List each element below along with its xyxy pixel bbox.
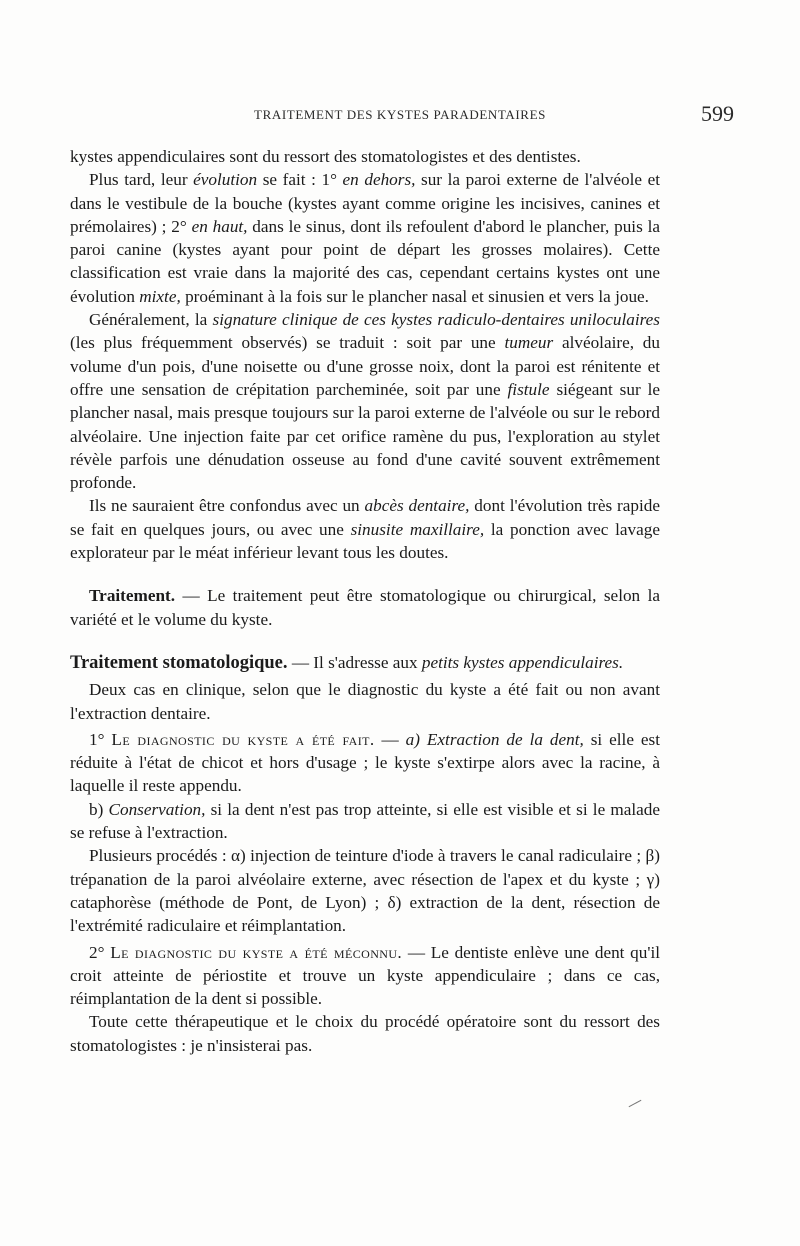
paragraph-traitement bbox=[70, 584, 660, 631]
text-span: b) bbox=[89, 799, 109, 819]
text-span: si elle est réduite à l'état de chicot et hors d'usage ; le kyste s'extirpe alors avec la racine, à laquelle il reste appendu. bbox=[70, 729, 660, 796]
paragraph-traitement-stomatologique bbox=[70, 651, 660, 675]
smallcaps-heading: Le diagnostic du kyste a été méconnu. bbox=[110, 942, 403, 962]
page-number: 599 bbox=[701, 101, 734, 126]
paragraph-procedes bbox=[70, 844, 660, 937]
paragraph-diagnostic-differentiel bbox=[70, 494, 660, 564]
text-span: — Le dentiste enlève une dent qu'il croit atteinte de périostite et trouve un kyste appendiculaire ; dans ce cas, réimplantation de la dent si possible. bbox=[70, 942, 660, 1009]
running-title: TRAITEMENT DES KYSTES PARADENTAIRES bbox=[254, 107, 546, 122]
italic-term: en dehors, bbox=[342, 170, 416, 190]
italic-term: sinusite maxillaire, bbox=[350, 519, 485, 539]
paragraph-text: Toute cette thérapeutique et le choix du procédé opératoire sont du ressort des stomatologistes : je n'insisterai pas. bbox=[70, 1012, 660, 1055]
text-span: sur la paroi externe de l'alvéole et dans le vestibule de la bouche (kystes ayant comme origine les incisives, canines et prémolaires) ; 2° bbox=[70, 170, 660, 236]
text-span: — Le traitement peut être stomatologique ou chirurgical, selon la variété et le volume du kyste. bbox=[70, 586, 660, 629]
text-span: proéminant à la fois sur le plancher nasal et sinusien et vers la joue. bbox=[180, 286, 649, 306]
paragraph-conclusion bbox=[70, 1010, 660, 1057]
paragraph-text: Deux cas en clinique, selon que le diagnostic du kyste a été fait ou non avant l'extraction dentaire. bbox=[70, 680, 660, 723]
italic-term: abcès dentaire, bbox=[364, 496, 470, 516]
italic-term: fistule bbox=[507, 379, 550, 399]
text-span: alvéolaire, du volume d'un pois, d'une noisette ou d'une grosse noix, dont la paroi est rénitente et offre une sensation de crépitation parcheminée, soit par une bbox=[70, 333, 660, 399]
paragraph-signature-clinique bbox=[70, 308, 660, 494]
paragraph-diagnostic-fait bbox=[70, 728, 660, 798]
paragraph-evolution bbox=[70, 168, 660, 308]
section-heading-traitement: Traitement. bbox=[89, 586, 176, 606]
paragraph-text: kystes appendiculaires sont du ressort des stomatologistes et des dentistes. bbox=[70, 147, 581, 166]
body-text bbox=[70, 145, 660, 1057]
text-span: Plus tard, leur bbox=[89, 170, 194, 190]
text-span: 1° bbox=[89, 729, 112, 749]
stray-pen-mark bbox=[629, 1100, 642, 1107]
section-heading-stomatologique: Traitement stomatologique. bbox=[70, 652, 288, 673]
text-span: se fait : 1° bbox=[257, 170, 343, 190]
italic-term: tumeur bbox=[504, 333, 554, 353]
italic-term: en haut, bbox=[191, 216, 248, 236]
text-span: 2° bbox=[89, 942, 111, 962]
text-span: dans le sinus, dont ils refoulent d'abord le plancher, puis la paroi canine (kystes ayant pour point de départ les grosses molaires). Cette classification est vraie dans la majorité des cas, cependant certains kystes ont une évolution bbox=[70, 216, 660, 306]
italic-term: signature clinique de ces kystes radiculo-dentaires uniloculaires bbox=[212, 310, 660, 330]
italic-term: a) Extraction de la dent, bbox=[405, 729, 584, 749]
paragraph-1 bbox=[70, 145, 660, 168]
italic-term: mixte, bbox=[139, 286, 181, 306]
paragraph-conservation bbox=[70, 798, 660, 845]
text-span: — bbox=[374, 729, 406, 749]
italic-term: Conservation, bbox=[108, 799, 206, 819]
smallcaps-heading: Le diagnostic du kyste a été fait. bbox=[111, 729, 375, 749]
paragraph-diagnostic-meconnu bbox=[70, 941, 660, 1011]
italic-term: petits kystes appendiculaires. bbox=[421, 652, 624, 672]
italic-term: évolution bbox=[193, 170, 258, 190]
text-span: Ils ne sauraient être confondus avec un bbox=[89, 496, 365, 516]
text-span: dont l'évolution très rapide se fait en quelques jours, ou avec une bbox=[70, 496, 660, 539]
paragraph-text: Plusieurs procédés : α) injection de teinture d'iode à travers le canal radiculaire ; β) trépanation de la paroi alvéolaire externe, avec résection de l'apex et du kyste ; γ) cataphorèse (méthode de Pont, de Lyon) ; δ) extraction de la dent, résection de l'extrémité radiculaire et réimplantation. bbox=[70, 846, 660, 936]
text-span: siégeant sur le plancher nasal, mais presque toujours sur la paroi externe de l'alvéole ou sur le rebord alvéolaire. Une injection faite par cet orifice ramène du pus, l'exploration au stylet révèle parfois une dénudation osseuse au fond d'une cavité souvent extrêmement profonde. bbox=[70, 379, 660, 493]
text-span: (les plus fréquemment observés) se traduit : soit par une bbox=[70, 333, 505, 353]
running-header bbox=[70, 101, 734, 129]
text-span: — Il s'adresse aux bbox=[287, 652, 422, 672]
text-span: si la dent n'est pas trop atteinte, si elle est visible et si le malade se refuse à l'extraction. bbox=[70, 799, 660, 843]
paragraph-deux-cas bbox=[70, 678, 660, 725]
text-span: la ponction avec lavage explorateur par le méat inférieur levant tous les doutes. bbox=[70, 519, 660, 563]
text-span: Généralement, la bbox=[89, 310, 213, 330]
